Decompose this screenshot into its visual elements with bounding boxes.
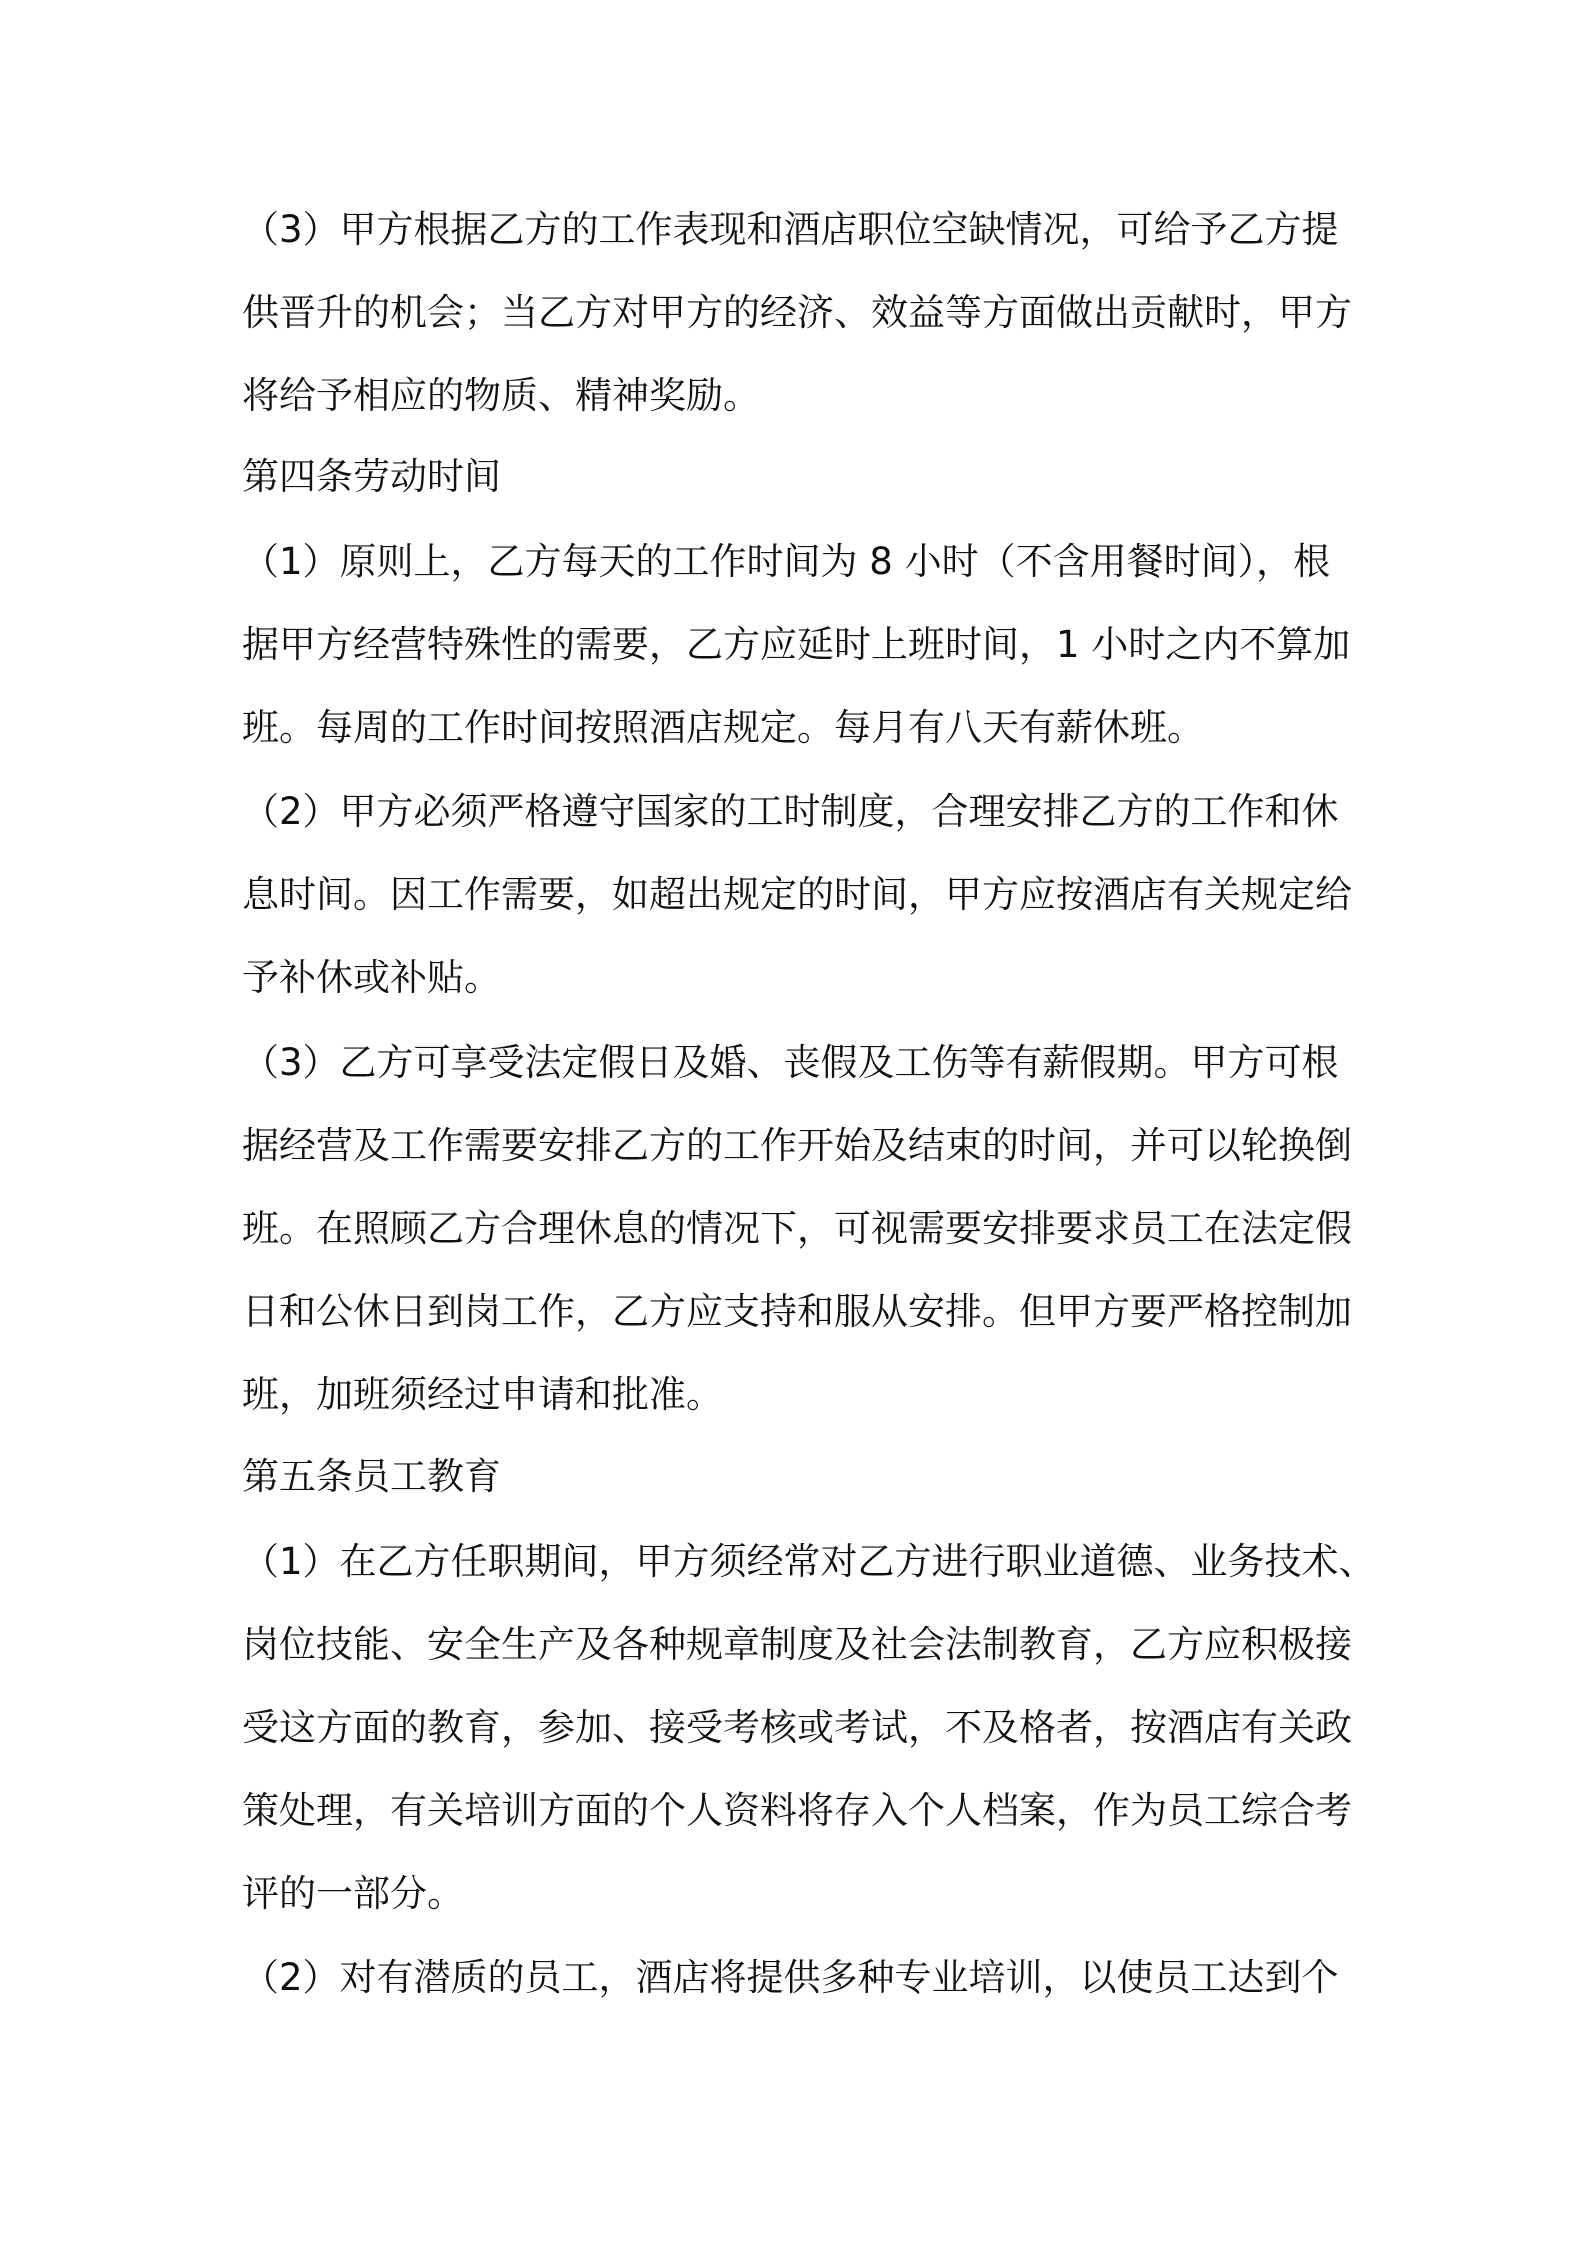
paragraph-line: 受这方面的教育，参加、接受考核或考试，不及格者，按酒店有关政 — [242, 1706, 1352, 1749]
paragraph-line: 策处理，有关培训方面的个人资料将存入个人档案，作为员工综合考 — [242, 1789, 1352, 1832]
paragraph-line: 将给予相应的物质、精神奖励。 — [242, 374, 760, 417]
paragraph-line: 予补休或补贴。 — [242, 956, 501, 999]
paragraph-line: 日和公休日到岗工作，乙方应支持和服从安排。但甲方要严格控制加 — [242, 1290, 1352, 1333]
paragraph-line: 岗位技能、安全生产及各种规章制度及社会法制教育，乙方应积极接 — [242, 1623, 1352, 1666]
paragraph-line: （2）甲方必须严格遵守国家的工时制度，合理安排乙方的工作和休 — [242, 790, 1339, 833]
section-heading: 第五条员工教育 — [242, 1455, 501, 1498]
paragraph-line: 据甲方经营特殊性的需要，乙方应延时上班时间，1 小时之内不算加 — [242, 623, 1351, 666]
section-heading: 第四条劳动时间 — [242, 455, 501, 498]
paragraph-line: 班，加班须经过申请和批准。 — [242, 1373, 723, 1416]
paragraph-line: 班。在照顾乙方合理休息的情况下，可视需要安排要求员工在法定假 — [242, 1207, 1352, 1250]
paragraph-line: （3）甲方根据乙方的工作表现和酒店职位空缺情况，可给予乙方提 — [242, 208, 1339, 251]
paragraph-line: （1）原则上，乙方每天的工作时间为 8 小时（不含用餐时间），根 — [242, 540, 1331, 583]
paragraph-line: 供晋升的机会；当乙方对甲方的经济、效益等方面做出贡献时，甲方 — [242, 291, 1352, 334]
paragraph-line: 班。每周的工作时间按照酒店规定。每月有八天有薪休班。 — [242, 706, 1204, 749]
paragraph-line: 评的一部分。 — [242, 1872, 464, 1915]
paragraph-line: （3）乙方可享受法定假日及婚、丧假及工伤等有薪假期。甲方可根 — [242, 1041, 1339, 1084]
paragraph-line: （1）在乙方任职期间，甲方须经常对乙方进行职业道德、业务技术、 — [242, 1540, 1376, 1583]
paragraph-line: （2）对有潜质的员工，酒店将提供多种专业培训，以使员工达到个 — [242, 1956, 1339, 1999]
paragraph-line: 息时间。因工作需要，如超出规定的时间，甲方应按酒店有关规定给 — [242, 873, 1352, 916]
paragraph-line: 据经营及工作需要安排乙方的工作开始及结束的时间，并可以轮换倒 — [242, 1124, 1352, 1167]
